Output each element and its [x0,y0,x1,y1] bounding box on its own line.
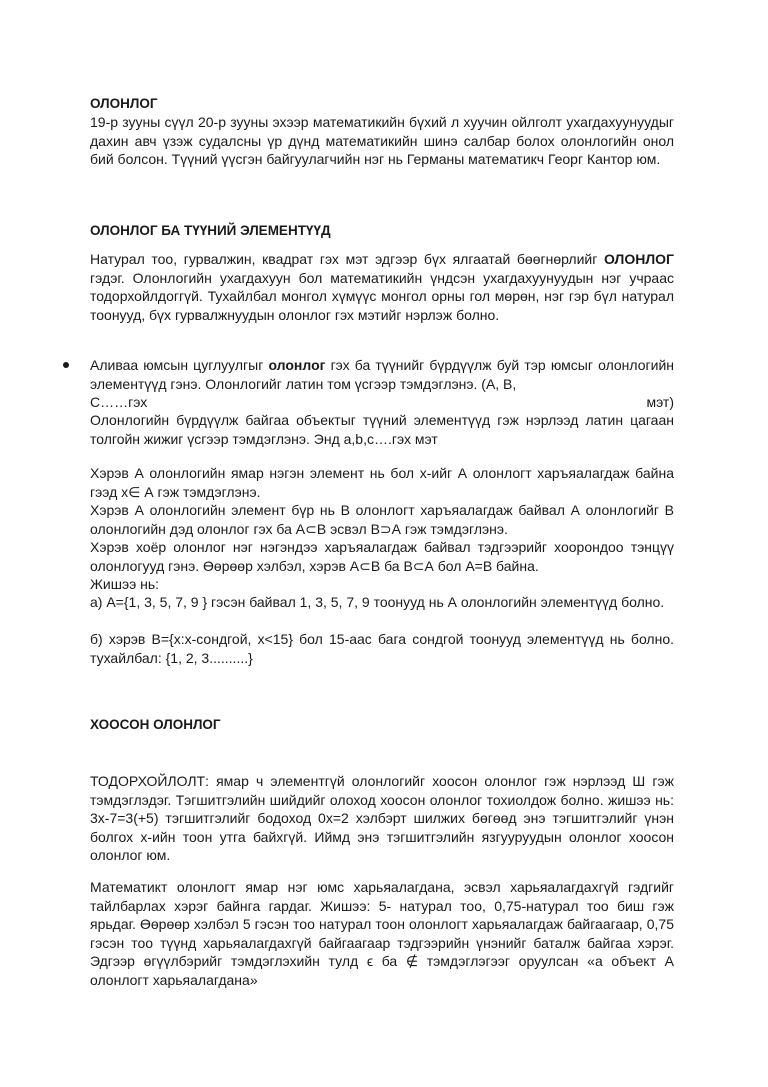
intro-paragraph: 19-р зууны сүүл 20-р зууны эхээр математикийн бүхий л хуучин ойлголт ухагдахуунуудыг дахин авч үзэж судалсны үр дүнд математикийн шинэ салбар болох олонлогийн онол бий болсон. Түүний үүсгэн байгуулагчийн нэг нь Германы математикч Георг Кантор юм. [90,114,674,167]
definition-bold-term: ОЛОНЛОГ [603,251,674,267]
example-label: Жишээ нь: [90,576,160,592]
section-heading-empty-set: ХООСОН ОЛОНЛОГ [90,717,221,732]
bullet-text-start: Аливаа юмсын цуглуулгыг [90,357,269,373]
definition-text-start: Натурал тоо, гурвалжин, квадрат гэх мэт эдгээр бүх ялгаатай бөөгнөрлийг [90,251,604,267]
example-a: а) А={1, 3, 5, 7, 9 } гэсэн байвал 1, 3, 5, 7, 9 тоонууд нь А олонлогийн элементүүд болно. [90,594,665,610]
bullet-last-left: С……гэх [90,394,148,410]
membership-paragraph: Хэрэв А олонлогийн ямар нэгэн элемент нь бол х-ийг А олонлогт харъяалагдаж байна гээд х∈ А гэж тэмдэглэнэ. [90,465,674,500]
example-b: б) хэрэв В={x:x-сондгой, x<15} бол 15-аас бага сондгой тоонууд элементүүд нь болно. тухайлбал: {1, 2, 3..........} [90,631,674,666]
subset-paragraph: Хэрэв А олонлогийн элемент бүр нь В олонлогт харъяалагдаж байвал А олонлогийг В олонлогийн дэд олонлог гэх ба А⊂В эсвэл В⊃А гэж тэмдэглэнэ. [90,502,674,537]
bullet-bold-term: олонлог [268,357,326,373]
equality-paragraph: Хэрэв хоёр олонлог нэг нэгэндээ харъяалагдаж байвал тэдгээрийг хоорондоо тэнцүү олонлогууд гэнэ. Өөрөөр хэлбэл, хэрэв А⊂В ба В⊂А бол А=В байна. [90,539,674,574]
membership-notation-paragraph: Математикт олонлогт ямар нэг юмс харьяалагдана, эсвэл харьяалагдахгүй гэдгийг тайлбарлах хэрэг байнга гардаг. Жишээ: 5- натурал тоо, 0,75-натурал тоо биш гэж ярьдаг. Өөрөөр хэлбэл 5 гэсэн тоо натурал тоон олонлогт харьяалагдаж байгаагаар, 0,75 гэсэн тоо түүнд харьяалагдахгүй байгаагаар тэдгээрийн үнэнийг баталж байгаа хэрэг. Эдгээр өгүүлбэрийг тэмдэглэхийн тулд ϵ ба ∉ тэмдэглэгээг оруулсан «а объект А олонлогт харьяалагдана» [90,879,674,988]
bullet-last-line [90,393,674,412]
bullet-dot [63,362,69,368]
definition-text-end: гэдэг. Олонлогийн ухагдахуун бол математикийн үндсэн ухагдахуунуудын нэг учраас тодорхойлдоггүй. Тухайлбал монгол хүмүүс монгол орны гол мөрөн, нэг гэр бүл натурал тоонууд, бүх гурвалжнуудын олонлог гэх мэтийг нэрлэж болно. [90,269,674,323]
notation-paragraph: Олонлогийн бүрдүүлж байгаа объектыг түүний элементүүд гэж нэрлээд латин цагаан толгойн жижиг үсгээр тэмдэглэнэ. Энд a,b,c….гэх мэт [90,412,674,447]
section-heading-elements: ОЛОНЛОГ БА ТҮҮНИЙ ЭЛЕМЕНТҮҮД [90,223,331,238]
definition-paragraph [90,250,674,324]
bullet-last-right: мэт) [646,394,674,410]
section-heading-olonlog: ОЛОНЛОГ [90,96,158,111]
empty-set-definition: ТОДОРХОЙЛОЛТ: ямар ч элементгүй олонлогийг хоосон олонлог гэж нэрлээд Ш гэж тэмдэглэдэг. Тэгшитгэлийн шийдийг олоход хоосон олонлог тохиолдож болно. жишээ нь: 3x-7=3(+5) тэгшитгэлийг бодоход 0x=2 хэлбэрт шилжих бөгөөд энэ тэгшитгэлийг үнэн болгох x-ийн тоон утга байхгүй. Иймд энэ тэгшитгэлийн язгууруудын олонлог хоосон олонлог юм. [90,773,674,863]
bullet-paragraph [90,356,674,393]
bullet-text-mid: гэх ба түүнийг бүрдүүлж буй тэр юмсыг олонлогийн элементүүд гэнэ. Олонлогийг латин том үсгээр тэмдэглэнэ. (А, В, [90,357,674,392]
